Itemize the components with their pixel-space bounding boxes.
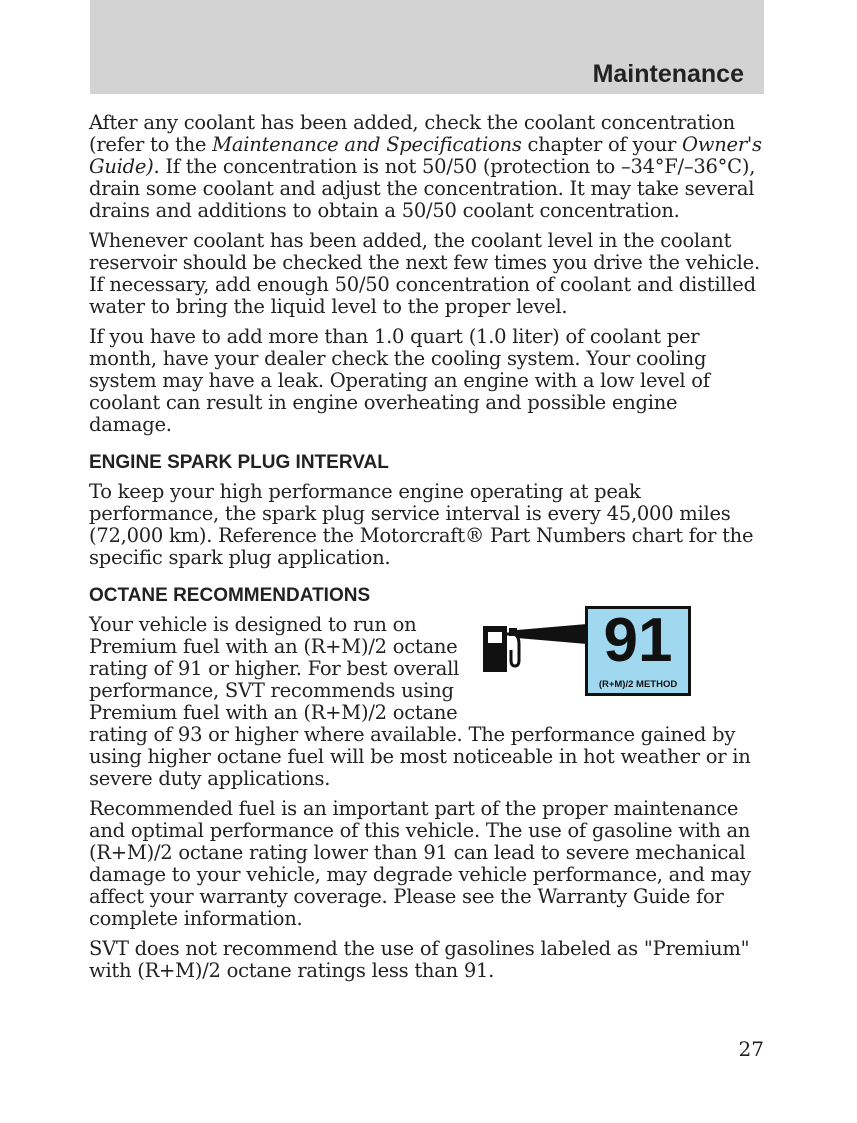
coolant-p1-text-a: After any coolant has been added, check the coolant concentration (refer to the bbox=[89, 111, 735, 156]
octane-paragraph-1: Your vehicle is designed to run on Premium fuel with an (R+M)/2 octane rating of 91 or higher. For best overall performance, SVT recommends using Premium fuel with an (R+M)/2 octane rating of 93 or higher where available. The performance gained by using higher octane fuel will be most noticeable in hot weather or in severe duty applications. bbox=[89, 613, 751, 790]
octane-rating-number: 91 bbox=[603, 606, 673, 675]
octane-heading: OCTANE RECOMMENDATIONS bbox=[89, 585, 371, 606]
manual-chapter-reference: Maintenance and Specifications bbox=[212, 133, 522, 156]
octane-section bbox=[89, 606, 765, 790]
owners-guide-reference: Owner's Guide). bbox=[89, 133, 762, 178]
octane-rating-label bbox=[585, 606, 691, 696]
spark-plug-heading: ENGINE SPARK PLUG INTERVAL bbox=[89, 452, 389, 473]
coolant-paragraph-3: If you have to add more than 1.0 quart (1.0 liter) of coolant per month, have your dealer check the cooling system. Your cooling system may have a leak. Operating an engine with a low level of coolant can result in engine overheating and possible engine damage. bbox=[89, 325, 710, 436]
coolant-p1-text-c: If the concentration is not 50/50 (protection to –34°F/–36°C), drain some coolant and adjust the concentration. It may take several drains and additions to obtain a 50/50 coolant concentration. bbox=[89, 155, 756, 222]
page-section-title: Maintenance bbox=[592, 60, 744, 88]
coolant-paragraph-2: Whenever coolant has been added, the coolant level in the coolant reservoir should be checked the next few times you drive the vehicle. If necessary, add enough 50/50 concentration of coolant and distilled water to bring the liquid level to the proper level. bbox=[89, 229, 760, 318]
octane-label-graphic bbox=[481, 606, 721, 712]
page-number: 27 bbox=[738, 1037, 764, 1061]
page-content bbox=[89, 112, 765, 990]
coolant-paragraph-1 bbox=[89, 112, 765, 222]
coolant-p1-text-b: chapter of your bbox=[521, 133, 683, 156]
header-band bbox=[90, 0, 764, 94]
fuel-pump-icon bbox=[481, 624, 591, 676]
octane-paragraph-3: SVT does not recommend the use of gasolines labeled as "Premium" with (R+M)/2 octane ratings less than 91. bbox=[89, 937, 750, 982]
octane-rating-method: (R+M)/2 METHOD bbox=[598, 679, 678, 690]
spark-plug-paragraph: To keep your high performance engine operating at peak performance, the spark plug service interval is every 45,000 miles (72,000 km). Reference the Motorcraft® Part Numbers chart for the specific spark plug application. bbox=[89, 480, 754, 569]
octane-paragraph-2: Recommended fuel is an important part of the proper maintenance and optimal performance of this vehicle. The use of gasoline with an (R+M)/2 octane rating lower than 91 can lead to severe mechanical damage to your vehicle, may degrade vehicle performance, and may affect your warranty coverage. Please see the Warranty Guide for complete information. bbox=[89, 797, 751, 930]
